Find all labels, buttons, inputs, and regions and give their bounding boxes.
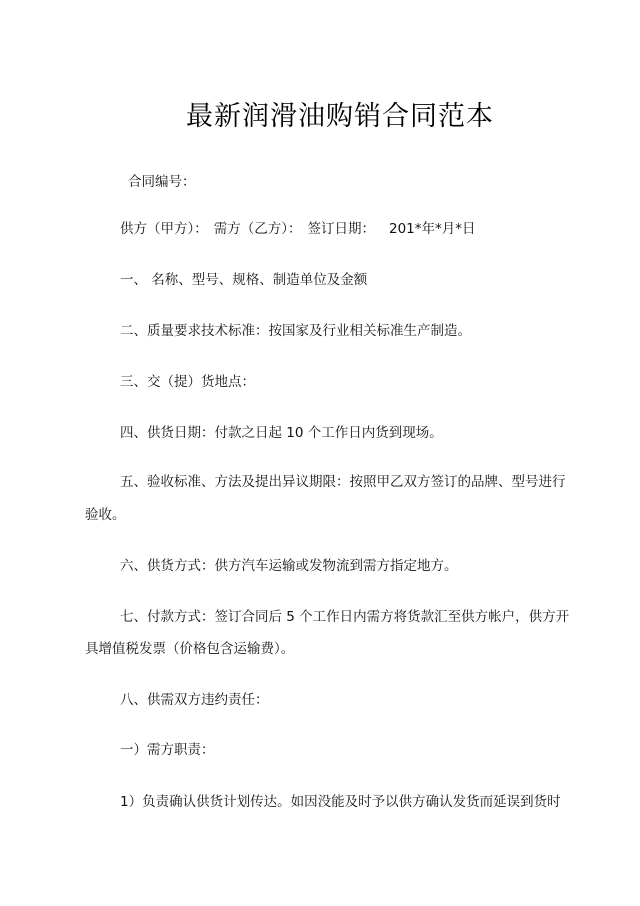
supplier-label: 供方（甲方）：: [120, 221, 208, 237]
buyer-label: 需方（乙方）：: [213, 221, 302, 237]
parties-row: [120, 219, 482, 239]
clause-1: 1）负责确认供货计划传达。如因没能及时予以供方确认发货而延误到货时: [120, 794, 561, 810]
section-7-continuation: 具增值税发票（价格包含运输费）。: [85, 641, 295, 657]
sign-date-value: 201*年*月*日: [389, 221, 476, 237]
section-8: 八、供需双方违约责任：: [120, 692, 269, 708]
section-3: 三、交（提）货地点：: [120, 374, 255, 390]
section-5: 五、验收标准、方法及提出异议期限：按照甲乙双方签订的品牌、型号进行: [120, 474, 566, 490]
section-2: 二、质量要求技术标准：按国家及行业相关标准生产制造。: [120, 323, 471, 339]
sign-date-label: 签订日期：: [307, 221, 375, 237]
section-5-continuation: 验收。: [85, 507, 126, 523]
section-1: 一、 名称、型号、规格、制造单位及金额: [120, 272, 368, 288]
document-title: 最新润滑油购销合同范本: [186, 101, 494, 132]
subsection-buyer-duties: 一）需方职责：: [120, 742, 215, 758]
section-4: 四、供货日期：付款之日起 10 个工作日内货到现场。: [120, 425, 443, 441]
section-7: 七、付款方式：签订合同后 5 个工作日内需方将货款汇至供方帐户，供方开: [120, 609, 570, 625]
contract-number-label: 合同编号：: [128, 174, 196, 190]
section-6: 六、供货方式：供方汽车运输或发物流到需方指定地方。: [120, 558, 458, 574]
